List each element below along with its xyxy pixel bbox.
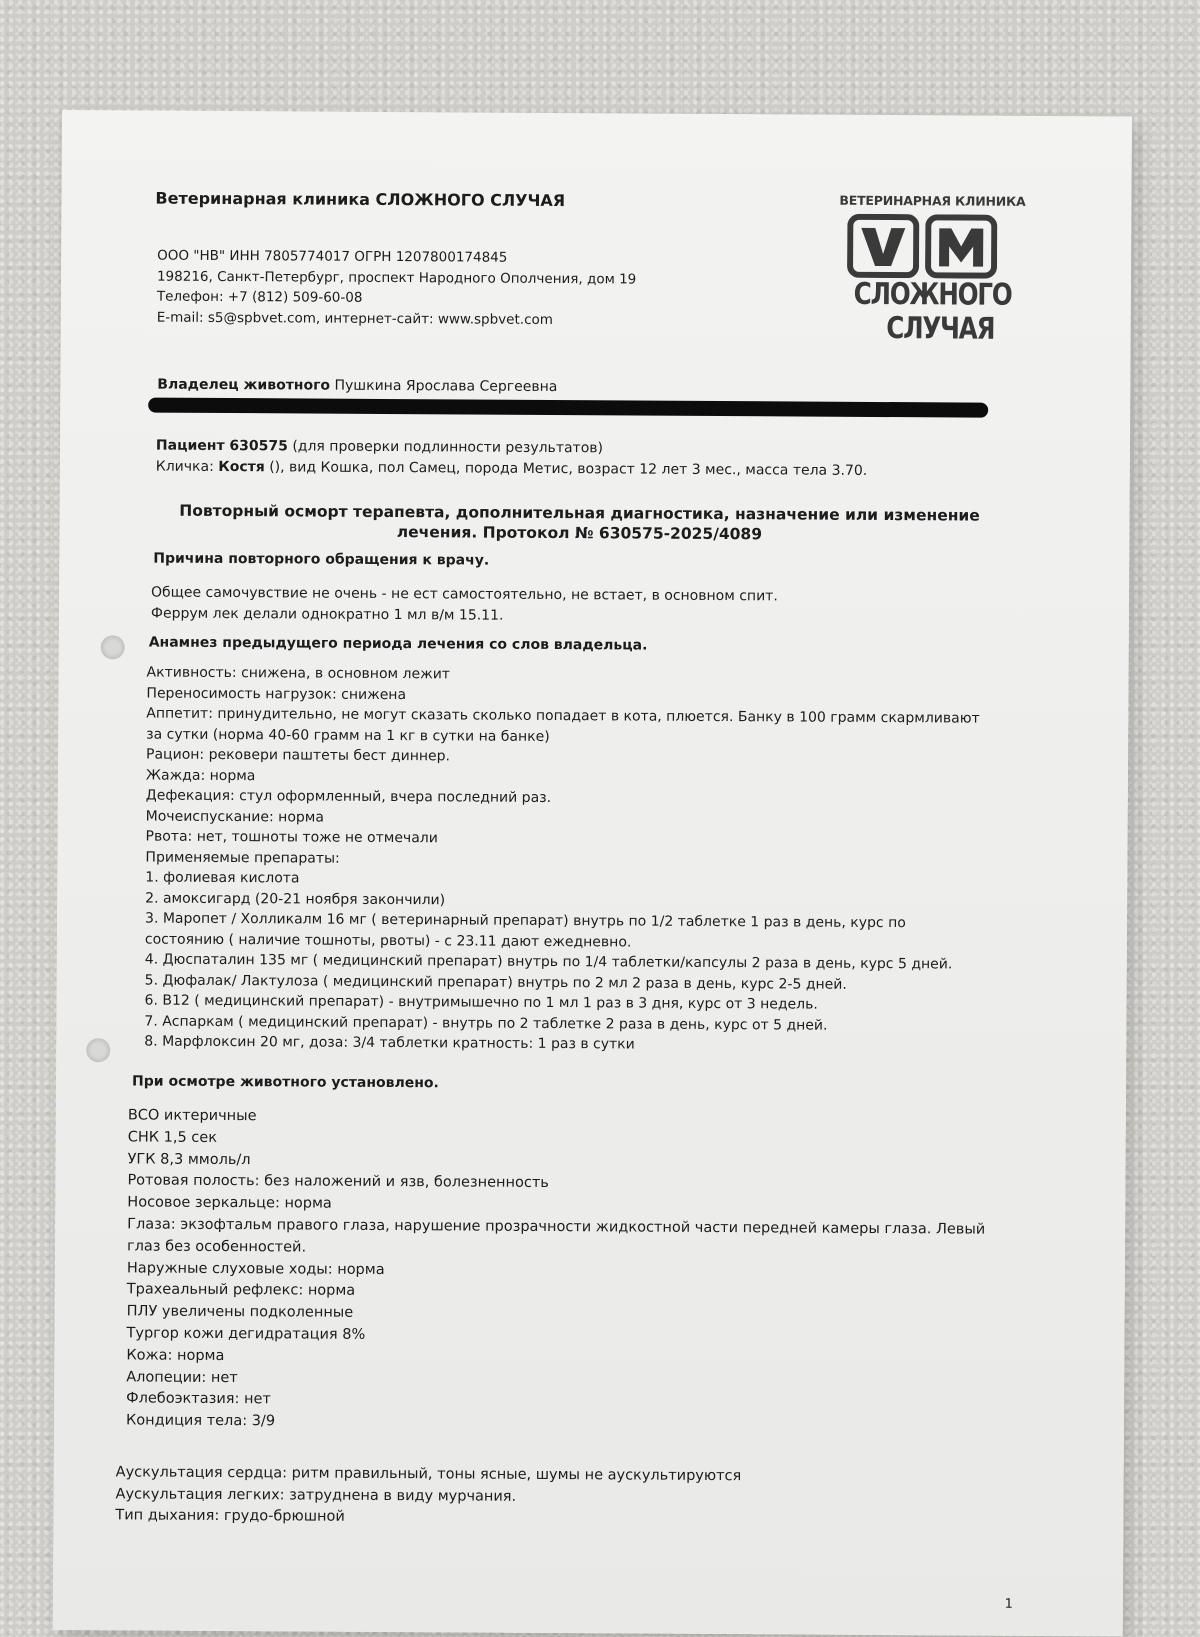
logo-marks <box>839 214 1004 279</box>
anamnesis-text <box>144 663 980 1058</box>
org-line: E-mail: s5@spbvet.com, интернет-сайт: www.spbvet.com <box>156 309 553 328</box>
reason-line: Феррум лек делали однократно 1 мл в/м 15.11. <box>150 605 504 624</box>
exam-line: глаз без особенностей. <box>127 1238 307 1256</box>
exam-line: Ротовая полость: без наложений и язв, болезненность <box>127 1172 549 1192</box>
exam-line: Носовое зеркальце: норма <box>127 1194 332 1212</box>
redaction-bar <box>148 398 988 418</box>
patient-label: Пациент 630575 <box>155 437 288 455</box>
clinic-name: Ветеринарная клиника СЛОЖНОГО СЛУЧАЯ <box>155 188 566 211</box>
medication-item: 5. Дюфалак/ Лактулоза ( медицинский препарат) внутрь по 2 мл 2 раза в день, курс 2-5 дней. <box>144 972 847 993</box>
anamnesis-line: Рвота: нет, тошноты тоже не отмечали <box>145 828 438 847</box>
punch-hole <box>101 635 125 659</box>
document-sheet <box>53 110 1132 1637</box>
medication-item: состоянию ( наличие тошноты, рвоты) - с 23.11 дают ежедневно. <box>144 931 632 950</box>
org-line: ООО "НВ" ИНН 7805774017 ОГРН 1207800174845 <box>157 247 508 266</box>
anamnesis-line: Жажда: норма <box>145 767 256 784</box>
medication-item: 3. Маропет / Холликалм 16 мг ( ветеринарный препарат) внутрь по 1/2 таблетке 1 раз в день, курс по <box>145 910 906 932</box>
reason-text <box>151 583 778 628</box>
org-line: 198216, Санкт-Петербург, проспект Народного Ополчения, дом 19 <box>156 268 637 288</box>
exam-line: Кондиция тела: 3/9 <box>125 1412 276 1430</box>
exam-line: Глаза: экзофтальм правого глаза, нарушение прозрачности жидкостной части передней камеры глаза. Левый <box>127 1216 986 1238</box>
org-line: Телефон: +7 (812) 509-60-08 <box>156 288 363 306</box>
medication-item: 8. Марфлоксин 20 мг, доза: 3/4 таблетки кратность: 1 раз в сутки <box>144 1033 635 1053</box>
anamnesis-line: за сутки (норма 40-60 грамм на 1 кг в сутки на банке) <box>146 726 550 745</box>
page-number: 1 <box>1004 1596 1013 1612</box>
exam-line: Алопеции: нет <box>126 1368 238 1386</box>
owner-name: Пушкина Ярослава Сергеевна <box>334 377 558 396</box>
reason-heading: Причина повторного обращения к врачу. <box>153 550 490 569</box>
anamnesis-line: Применяемые препараты: <box>145 849 340 867</box>
anamnesis-heading: Анамнез предыдущего периода лечения со слов владельца. <box>148 634 648 654</box>
exam-line: СНК 1,5 сек <box>127 1129 218 1146</box>
anamnesis-line: Аппетит: принудительно, не могут сказать сколько попадает в кота, плюется. Банку в 100 грамм скармливают <box>146 705 980 727</box>
patient-details-line <box>156 457 868 482</box>
anamnesis-line: Рацион: рековери паштеты бест диннер. <box>146 746 451 765</box>
medication-item: 4. Дюспаталин 135 мг ( медицинский препарат) внутрь по 1/4 таблетки/капсулы 2 раза в день, курс 5 дней. <box>144 951 953 973</box>
patient-block <box>156 436 868 482</box>
exam-line: УГК 8,3 ммоль/л <box>127 1151 251 1168</box>
logo-m-icon <box>924 214 996 278</box>
exam-line: Трахеальный рефлекс: норма <box>126 1281 356 1300</box>
logo-v-icon <box>846 214 918 278</box>
logo-bottom-line1: СЛОЖНОГО <box>853 276 1012 313</box>
exam-line: Аускультация легких: затруднена в виду мурчания. <box>115 1485 517 1505</box>
exam-line: Кожа: норма <box>126 1347 225 1364</box>
medication-item: 1. фолиевая кислота <box>145 869 300 887</box>
nick-label: Кличка: <box>155 458 214 475</box>
anamnesis-line: Мочеиспускание: норма <box>145 808 325 826</box>
reason-line: Общее самочувствие не очень - не ест самостоятельно, не встает, в основном спит. <box>151 584 778 605</box>
anamnesis-line: Активность: снижена, в основном лежит <box>146 664 451 683</box>
clinic-requisites <box>157 246 637 331</box>
pet-nick: Костя <box>218 458 265 476</box>
medication-item: 7. Аспаркам ( медицинский препарат) - внутрь по 2 таблетке 2 раза в день, курс от 5 дней. <box>144 1013 828 1034</box>
exam-line: Наружные слуховые ходы: норма <box>126 1259 385 1278</box>
clinic-logo <box>839 192 1026 347</box>
protocol-title: Повторный осморт терапевта, дополнительная диагностика, назначение или изменение лечения. Протокол № 630575-2025/4089 <box>179 501 980 544</box>
owner-label: Владелец животного <box>157 376 331 394</box>
logo-bottom-line2: СЛУЧАЯ <box>886 311 995 347</box>
medication-item: 2. амоксигард (20-21 ноября закончили) <box>145 890 446 908</box>
pet-details: (), вид Кошка, пол Самец, порода Метис, возраст 12 лет 3 мес., масса тела 3.70. <box>269 459 868 479</box>
auscultation-text <box>115 1462 741 1530</box>
anamnesis-line: Переносимость нагрузок: снижена <box>146 685 407 703</box>
logo-top-text: ВЕТЕРИНАРНАЯ КЛИНИКА <box>839 192 1026 209</box>
patient-note: (для проверки подлинности результатов) <box>292 438 604 457</box>
medication-item: 6. B12 ( медицинский препарат) - внутримышечно по 1 мл 1 раз в 3 дня, курс от 3 недель. <box>144 992 818 1013</box>
punch-hole <box>86 1038 110 1062</box>
exam-line: ПЛУ увеличены подколенные <box>126 1303 354 1321</box>
exam-text <box>126 1105 986 1437</box>
exam-line: Аускультация сердца: ритм правильный, тоны ясные, шумы не аускультируются <box>115 1464 742 1485</box>
exam-line: Флебоэктазия: нет <box>126 1390 271 1408</box>
exam-line: Тип дыхания: грудо-брюшной <box>115 1507 345 1525</box>
exam-line: Тургор кожи дегидратация 8% <box>126 1325 366 1343</box>
anamnesis-line: Дефекация: стул оформленный, вчера последний раз. <box>145 787 552 807</box>
owner-line <box>157 377 557 395</box>
exam-heading: При осмотре животного установлено. <box>132 1073 439 1092</box>
exam-line: ВСО иктеричные <box>127 1107 257 1125</box>
